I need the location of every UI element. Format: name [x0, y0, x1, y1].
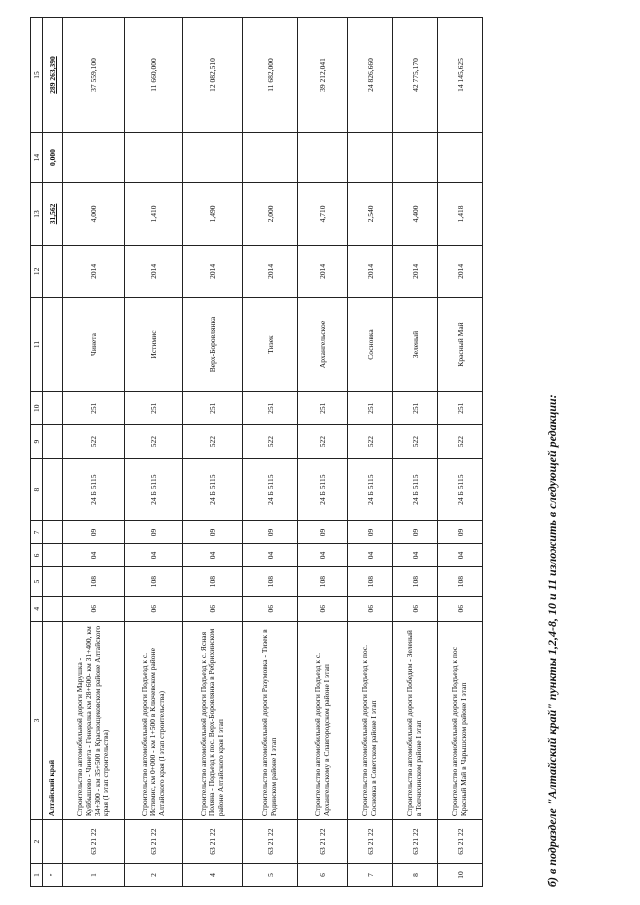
investment-table	[30, 17, 483, 887]
row-number: 6	[298, 864, 348, 887]
cell-c15: 42 775,170	[393, 18, 438, 133]
okato-code: 63 21 22	[63, 820, 125, 864]
cell-c14	[63, 133, 125, 183]
object-name: Строительство автомобильной дороги Подъезд к пос. Сосновка в Советском районе I этап	[348, 621, 393, 819]
table-row	[125, 18, 183, 887]
object-name: Строительство автомобильной дороги Разумовка - Тизек в Родинском районе I этап	[243, 621, 298, 819]
cell-c9: 522	[438, 425, 483, 458]
cell-c6: 04	[183, 544, 243, 567]
cell-c10: 251	[393, 392, 438, 425]
col-number: 11	[31, 298, 43, 392]
table-row	[348, 18, 393, 887]
col-number: 14	[31, 133, 43, 183]
cell-c5: 108	[63, 567, 125, 596]
cell-c7: 09	[348, 521, 393, 544]
row-number: 1	[63, 864, 125, 887]
row-number: 5	[243, 864, 298, 887]
cell-c11: Красный Май	[438, 298, 483, 392]
cell-c14	[348, 133, 393, 183]
cell-c6: 04	[63, 544, 125, 567]
cell-c7: 09	[243, 521, 298, 544]
col-number: 15	[31, 18, 43, 133]
col-number: 8	[31, 458, 43, 521]
cell-c11: Верх-Боровлянка	[183, 298, 243, 392]
cell-c14	[125, 133, 183, 183]
col-number: 4	[31, 596, 43, 621]
row-number: 2	[125, 864, 183, 887]
cell-c4: 06	[348, 596, 393, 621]
cell-c5: 108	[183, 567, 243, 596]
col-number: 12	[31, 245, 43, 297]
cell-c12: 2014	[243, 245, 298, 297]
cell-c4: 06	[125, 596, 183, 621]
table-row	[243, 18, 298, 887]
object-name: Строительство автомобильной дороги Подъезд к с. Истимис, км 0+000 - км 1+500 в Ключевском районе Алтайского края (I этап строительства)	[125, 621, 183, 819]
cell-c15: 24 826,660	[348, 18, 393, 133]
object-name: Строительство автомобильной дороги Победим - Зеленый в Топчихинском районе I этап	[393, 621, 438, 819]
col-number: 2	[31, 820, 43, 864]
column-number-row	[31, 18, 43, 887]
col-number: 1	[31, 864, 43, 887]
okato-code: 63 21 22	[348, 820, 393, 864]
cell-c9: 522	[183, 425, 243, 458]
object-name: Строительство автомобильной дороги Подъезд к с. Архангельскому в Славгородском районе I этап	[298, 621, 348, 819]
cell-c10: 251	[348, 392, 393, 425]
cell-c7: 09	[183, 521, 243, 544]
total-amount: 289 263,390	[43, 18, 63, 133]
cell-c11: Тизек	[243, 298, 298, 392]
cell-c12: 2014	[298, 245, 348, 297]
okato-code: 63 21 22	[393, 820, 438, 864]
cell-c8: 24 Б 5115	[348, 458, 393, 521]
table-row	[393, 18, 438, 887]
cell-c6: 04	[348, 544, 393, 567]
okato-code: 63 21 22	[125, 820, 183, 864]
cell-c8: 24 Б 5115	[298, 458, 348, 521]
cell-c15: 37 559,100	[63, 18, 125, 133]
cell-c6: 04	[393, 544, 438, 567]
cell-c15: 11 682,000	[243, 18, 298, 133]
cell-c4: 06	[183, 596, 243, 621]
cell-c4: 06	[438, 596, 483, 621]
cell-c11: Истимис	[125, 298, 183, 392]
region-title: Алтайский край	[43, 621, 63, 819]
cell-c12: 2014	[438, 245, 483, 297]
table-row	[438, 18, 483, 887]
cell-c8: 24 Б 5115	[125, 458, 183, 521]
cell-c10: 251	[298, 392, 348, 425]
cell-c9: 522	[393, 425, 438, 458]
cell-c5: 108	[438, 567, 483, 596]
col-number: 10	[31, 392, 43, 425]
col-number: 5	[31, 567, 43, 596]
cell-c15: 14 145,625	[438, 18, 483, 133]
cell-c8: 24 Б 5115	[393, 458, 438, 521]
cell-c15: 39 212,041	[298, 18, 348, 133]
cell-c13: 2,000	[243, 183, 298, 246]
cell-c11: Чинета	[63, 298, 125, 392]
cell-c4: 06	[63, 596, 125, 621]
row-number: 4	[183, 864, 243, 887]
cell-c11: Архангельское	[298, 298, 348, 392]
row-number: 10	[438, 864, 483, 887]
cell-c12: 2014	[348, 245, 393, 297]
cell-c5: 108	[393, 567, 438, 596]
col-number: 7	[31, 521, 43, 544]
cell-c12: 2014	[393, 245, 438, 297]
col-number: 3	[31, 621, 43, 819]
cell-c9: 522	[298, 425, 348, 458]
cell-c6: 04	[125, 544, 183, 567]
cell-c8: 24 Б 5115	[243, 458, 298, 521]
cell-c10: 251	[438, 392, 483, 425]
object-name: Строительство автомобильной дороги Марушка - Куйбышево - Чинета - Генералка км 28+600- км 31+400, км 34+300 - км 35+500 в Краснощековском районе Алтайского края (I этап строительства)	[63, 621, 125, 819]
cell-c10: 251	[243, 392, 298, 425]
cell-c7: 09	[438, 521, 483, 544]
cell-c13: 1,490	[183, 183, 243, 246]
cell-c14	[183, 133, 243, 183]
cell-c7: 09	[125, 521, 183, 544]
total-col14: 0,000	[43, 133, 63, 183]
col-number: 6	[31, 544, 43, 567]
cell-c5: 108	[298, 567, 348, 596]
table-row	[298, 18, 348, 887]
row-number: "	[43, 864, 63, 887]
row-number: 7	[348, 864, 393, 887]
cell-c8: 24 Б 5115	[438, 458, 483, 521]
cell-c8: 24 Б 5115	[63, 458, 125, 521]
cell-c11: Зеленый	[393, 298, 438, 392]
cell-c6: 04	[438, 544, 483, 567]
row-number: 8	[393, 864, 438, 887]
cell-c9: 522	[243, 425, 298, 458]
okato-code: 63 21 22	[438, 820, 483, 864]
cell-c15: 11 660,000	[125, 18, 183, 133]
cell-c14	[243, 133, 298, 183]
cell-c15: 12 082,510	[183, 18, 243, 133]
cell-c13: 1,418	[438, 183, 483, 246]
cell-c7: 09	[298, 521, 348, 544]
cell-c9: 522	[125, 425, 183, 458]
cell-c10: 251	[183, 392, 243, 425]
cell-c13: 1,410	[125, 183, 183, 246]
cell-c14	[393, 133, 438, 183]
object-name: Строительство автомобильной дороги Подъезд к пос Красный Май в Чарышском районе I этап	[438, 621, 483, 819]
section-heading: б) в подразделе "Алтайский край" пункты 1,2,4-8, 10 и 11 изложить в следующей редакции:	[545, 394, 559, 887]
okato-code: 63 21 22	[243, 820, 298, 864]
cell-c10: 251	[125, 392, 183, 425]
cell-c5: 108	[243, 567, 298, 596]
cell-c7: 09	[393, 521, 438, 544]
cell-c8: 24 Б 5115	[183, 458, 243, 521]
total-capacity: 31,562	[43, 183, 63, 246]
cell-c6: 04	[298, 544, 348, 567]
col-number: 13	[31, 183, 43, 246]
cell-c10: 251	[63, 392, 125, 425]
table-row	[183, 18, 243, 887]
cell-c13: 2,540	[348, 183, 393, 246]
col-number: 9	[31, 425, 43, 458]
cell-c13: 4,710	[298, 183, 348, 246]
cell-c14	[298, 133, 348, 183]
region-header-row	[43, 18, 63, 887]
cell-c5: 108	[348, 567, 393, 596]
cell-c5: 108	[125, 567, 183, 596]
cell-c14	[438, 133, 483, 183]
cell-c4: 06	[298, 596, 348, 621]
cell-c12: 2014	[63, 245, 125, 297]
cell-c11: Сосновка	[348, 298, 393, 392]
cell-c4: 06	[243, 596, 298, 621]
cell-c6: 04	[243, 544, 298, 567]
okato-code: 63 21 22	[183, 820, 243, 864]
cell-c12: 2014	[125, 245, 183, 297]
cell-c7: 09	[63, 521, 125, 544]
cell-c4: 06	[393, 596, 438, 621]
cell-c9: 522	[348, 425, 393, 458]
cell-c13: 4,400	[393, 183, 438, 246]
cell-c13: 4,000	[63, 183, 125, 246]
table-row	[63, 18, 125, 887]
cell-c12: 2014	[183, 245, 243, 297]
okato-code: 63 21 22	[298, 820, 348, 864]
cell-c9: 522	[63, 425, 125, 458]
object-name: Строительство автомобильной дороги Подъезд к с. Ясная Поляна - Подъезд к пос. Верх-Боровлянка в Ребрихинском районе Алтайского края I этап	[183, 621, 243, 819]
